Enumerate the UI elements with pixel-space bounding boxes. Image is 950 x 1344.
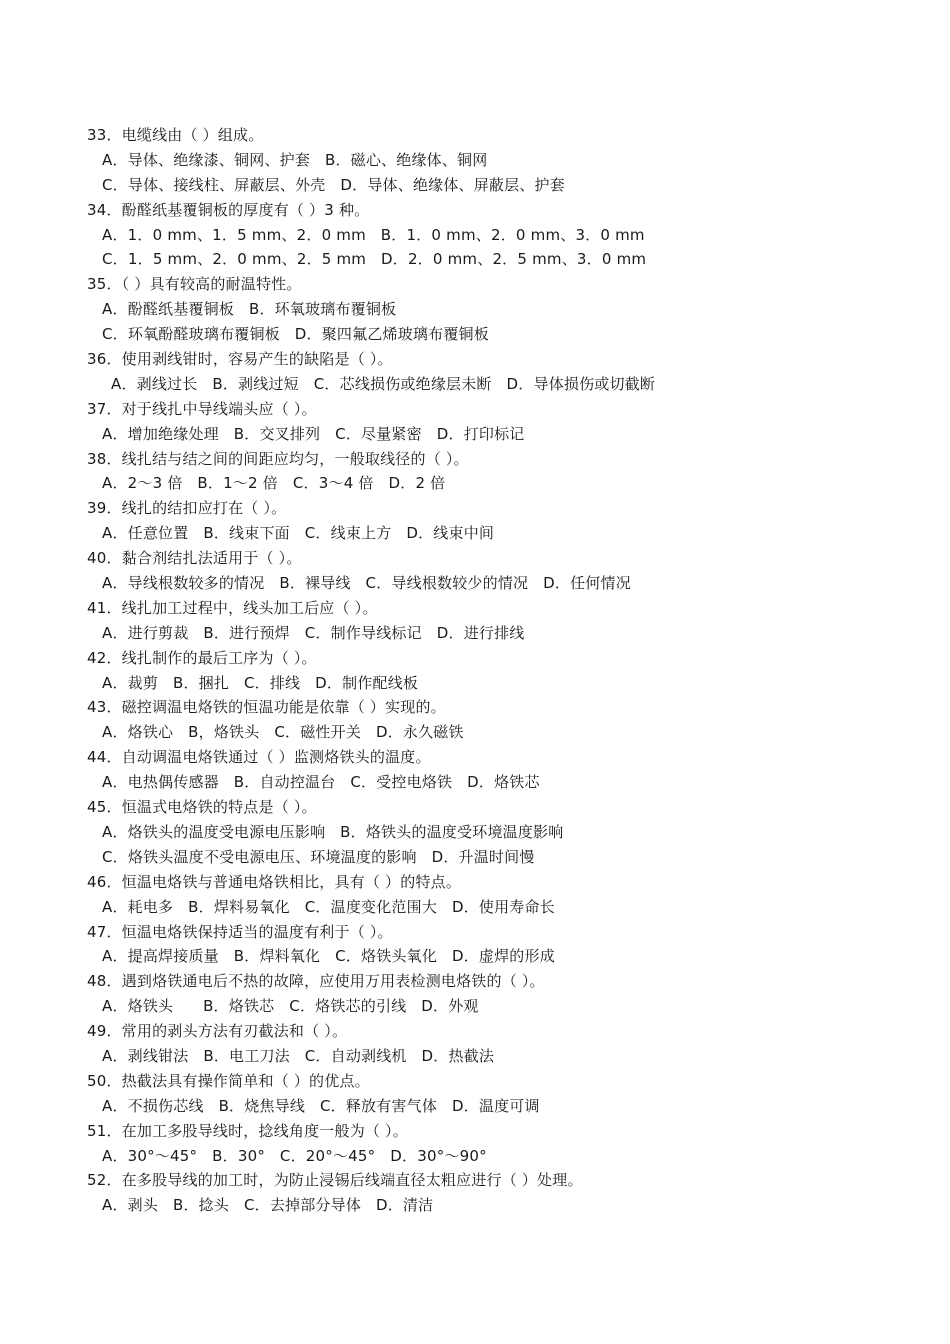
question-line: 40．黏合剂结扎法适用于（ ）。 — [87, 549, 302, 568]
options-line: A．提高焊接质量 B．焊料氧化 C．烙铁头氧化 D．虚焊的形成 — [102, 947, 555, 966]
options-line: A．2～3 倍 B．1～2 倍 C．3～4 倍 D．2 倍 — [102, 474, 446, 493]
options-line: C．导体、接线柱、屏蔽层、外壳 D．导体、绝缘体、屏蔽层、护套 — [102, 175, 565, 194]
options-line: A．剥线钳法 B．电工刀法 C．自动剥线机 D．热截法 — [102, 1046, 495, 1065]
options-line: A．剥头 B．捻头 C．去掉部分导体 D．清洁 — [102, 1196, 434, 1215]
question-line: 38．线扎结与结之间的间距应均匀，一般取线径的（ ）。 — [87, 449, 469, 468]
options-line: A．增加绝缘处理 B．交叉排列 C．尽量紧密 D．打印标记 — [102, 424, 525, 443]
options-line: A．裁剪 B．捆扎 C．排线 D．制作配线板 — [102, 673, 419, 692]
question-line: 46．恒温电烙铁与普通电烙铁相比，具有（ ）的特点。 — [87, 872, 462, 891]
question-line: 50．热截法具有操作简单和（ ）的优点。 — [87, 1071, 370, 1090]
question-line: 49．常用的剥头方法有刃截法和（ ）。 — [87, 1022, 348, 1041]
question-line: 45．恒温式电烙铁的特点是（ ）。 — [87, 798, 317, 817]
options-line: A．导体、绝缘漆、铜网、护套 B．磁心、绝缘体、铜网 — [102, 150, 488, 169]
question-line: 33．电缆线由（ ）组成。 — [87, 126, 264, 144]
question-line: 44．自动调温电烙铁通过（ ）监测烙铁头的温度。 — [87, 748, 431, 767]
document-body — [0, 123, 950, 1218]
question-line: 43．磁控调温电烙铁的恒温功能是依靠（ ）实现的。 — [87, 698, 446, 717]
options-line: A．烙铁头的温度受电源电压影响 B．烙铁头的温度受环境温度影响 — [102, 822, 564, 841]
options-line: C．1．5 mm、2．0 mm、2．5 mm D．2．0 mm、2．5 mm、3．0 mm — [102, 250, 647, 269]
question-line: 34．酚醛纸基覆铜板的厚度有（ ）3 种。 — [87, 200, 370, 219]
options-line: A．1．0 mm、1．5 mm、2．0 mm B．1．0 mm、2．0 mm、3．0 mm — [102, 225, 645, 244]
options-line: A．酚醛纸基覆铜板 B．环氧玻璃布覆铜板 — [102, 300, 397, 319]
question-line: 36．使用剥线钳时，容易产生的缺陷是（ ）。 — [87, 350, 393, 369]
options-line: A．烙铁头 B．烙铁芯 C．烙铁芯的引线 D．外观 — [102, 997, 479, 1016]
options-line: A．电热偶传感器 B．自动控温台 C．受控电烙铁 D．烙铁芯 — [102, 773, 540, 792]
question-line: 52．在多股导线的加工时，为防止浸锡后线端直径太粗应进行（ ）处理。 — [87, 1171, 583, 1190]
question-line: 37．对于线扎中导线端头应（ ）。 — [87, 399, 317, 418]
question-line: 39．线扎的结扣应打在（ ）。 — [87, 499, 287, 518]
options-line: C．环氧酚醛玻璃布覆铜板 D．聚四氟乙烯玻璃布覆铜板 — [102, 325, 489, 344]
question-line: 48．遇到烙铁通电后不热的故障，应使用万用表检测电烙铁的（ ）。 — [87, 972, 545, 991]
options-line: C．烙铁头温度不受电源电压、环境温度的影响 D．升温时间慢 — [102, 847, 535, 866]
question-line: 47．恒温电烙铁保持适当的温度有利于（ ）。 — [87, 922, 393, 941]
options-line: A．30°～45° B．30° C．20°～45° D．30°～90° — [102, 1146, 487, 1165]
options-line: A．不损伤芯线 B．烧焦导线 C．释放有害气体 D．温度可调 — [102, 1096, 540, 1115]
question-line: 41．线扎加工过程中，线头加工后应（ ）。 — [87, 598, 378, 617]
options-line: A．剥线过长 B．剥线过短 C．芯线损伤或绝缘层未断 D．导体损伤或切截断 — [111, 374, 656, 393]
options-line: A．耗电多 B．焊料易氧化 C．温度变化范围大 D．使用寿命长 — [102, 897, 555, 916]
question-line: 51．在加工多股导线时，捻线角度一般为（ ）。 — [87, 1121, 408, 1140]
question-line: 35．（ ）具有较高的耐温特性。 — [87, 275, 302, 294]
options-line: A．导线根数较多的情况 B．裸导线 C．导线根数较少的情况 D．任何情况 — [102, 574, 631, 593]
options-line: A．任意位置 B．线束下面 C．线束上方 D．线束中间 — [102, 524, 495, 543]
options-line: A．烙铁心 B，烙铁头 C．磁性开关 D．永久磁铁 — [102, 723, 464, 742]
options-line: A．进行剪裁 B．进行预焊 C．制作导线标记 D．进行排线 — [102, 623, 525, 642]
question-line: 42．线扎制作的最后工序为（ ）。 — [87, 648, 317, 667]
